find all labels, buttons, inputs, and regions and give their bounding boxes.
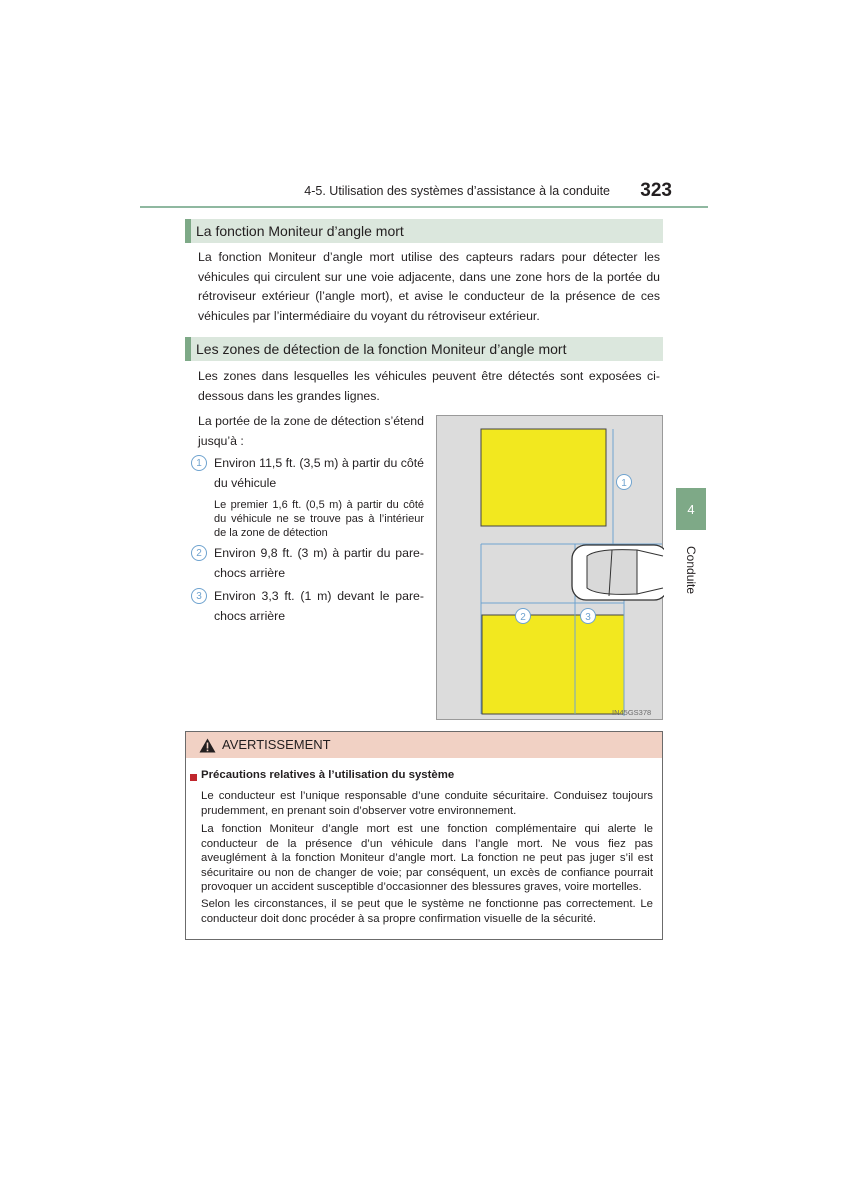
figure-code: IN45GS378: [612, 708, 652, 717]
circled-number-2-icon: 2: [191, 545, 207, 561]
chapter-tab-label: Conduite: [684, 546, 698, 595]
callout-number: 3: [585, 612, 591, 623]
detection-zone-diagram: [436, 415, 663, 720]
page-number: 323: [640, 180, 672, 201]
warning-paragraph: Selon les circonstances, il se peut que le système ne fonctionne pas correctement. Le conducteur doit donc procéder à sa propre confirmation visuelle de la sécurité.: [201, 898, 653, 925]
bullet-square-icon: [190, 774, 197, 781]
callout-number: 2: [520, 612, 526, 623]
car-icon: [572, 545, 664, 600]
warning-paragraph: La fonction Moniteur d’angle mort est une fonction complémentaire qui alerte le conducteur de la présence d’un véhicule dans l’angle mort. Ne vous fiez pas aveuglément à la fonction Moniteur d’angle mort. La fonction ne peut pas juger s’il est sécuritaire ou non de changer de voie; par conséquent, un excès de confiance pourrait provoquer un accident susceptible d’occasionner des blessures graves, voire mortelles.: [201, 823, 653, 893]
detection-zone-side: [481, 429, 606, 526]
warning-title: AVERTISSEMENT: [222, 737, 331, 752]
circled-number-1-icon: 1: [191, 455, 207, 471]
list-item-note: Le premier 1,6 ft. (0,5 m) à partir du côté du véhicule ne se trouve pas à l’intérieur de la zone de détection: [214, 499, 424, 539]
section-heading-detection-zones: Les zones de détection de la fonction Moniteur d’angle mort: [185, 337, 663, 361]
section-heading-blind-spot-monitor: La fonction Moniteur d’angle mort: [185, 219, 663, 243]
warning-paragraph: Le conducteur est l’unique responsable d’une conduite sécuritaire. Conduisez toujours prudemment, en prenant soin d’observer votre environnement.: [201, 790, 653, 817]
warning-triangle-icon: [199, 738, 216, 753]
header-divider: [140, 206, 708, 208]
circled-number-3-icon: 3: [191, 588, 207, 604]
callout-number: 1: [621, 478, 627, 489]
detection-range-intro: La portée de la zone de détection s’étend jusqu’à :: [198, 414, 424, 448]
chapter-tab: 4: [676, 488, 706, 530]
list-item-range-side: Environ 11,5 ft. (3,5 m) à partir du côté du véhicule: [214, 456, 424, 490]
running-header-title: 4-5. Utilisation des systèmes d’assistance à la conduite: [304, 184, 610, 198]
list-item-range-front: Environ 3,3 ft. (1 m) devant le pare-chocs arrière: [214, 589, 424, 623]
detection-zone-rear: [482, 615, 624, 714]
list-item-range-rear: Environ 9,8 ft. (3 m) à partir du pare-chocs arrière: [214, 546, 424, 580]
section-body: La fonction Moniteur d’angle mort utilise des capteurs radars pour détecter les véhicules qui circulent sur une voie adjacente, dans une zone hors de la portée du rétroviseur extérieur (l’angle mort), et avise le conducteur de la présence de ces véhicules par l’intermédiaire du voyant du rétroviseur extérieur.: [198, 250, 660, 323]
warning-subtitle: Précautions relatives à l’utilisation du système: [201, 769, 455, 781]
detection-zones-intro: Les zones dans lesquelles les véhicules peuvent être détectés sont exposées ci-dessous dans les grandes lignes.: [198, 369, 660, 403]
